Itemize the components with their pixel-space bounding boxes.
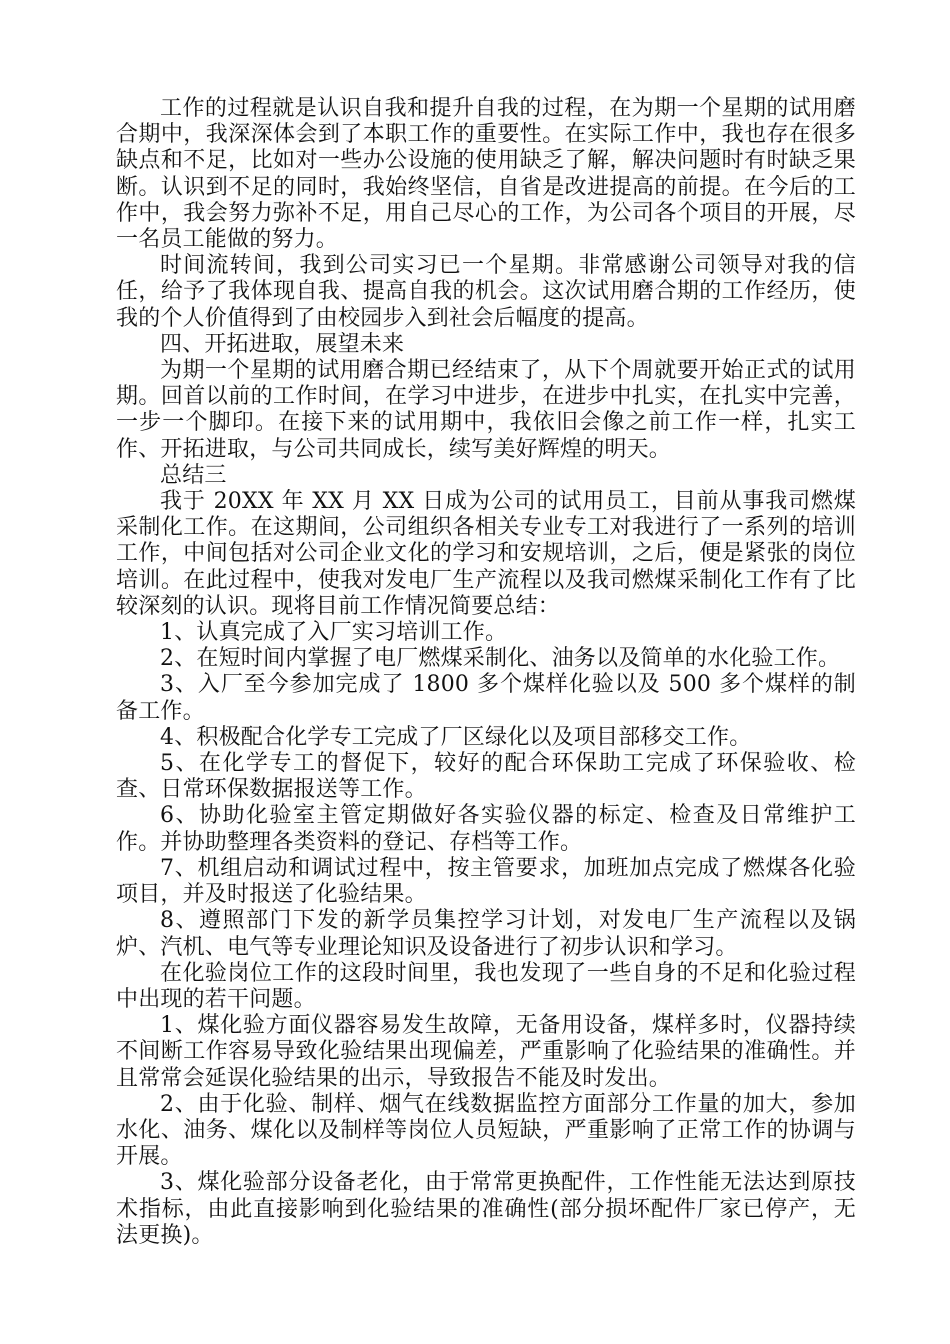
list-item: 7、机组启动和调试过程中，按主管要求，加班加点完成了燃煤各化验项目，并及时报送了化验结果。 bbox=[116, 855, 856, 908]
list-item: 1、煤化验方面仪器容易发生故障，无备用设备，煤样多时，仪器持续不间断工作容易导致化验结果出现偏差，严重影响了化验结果的准确性。并且常常会延误化验结果的出示，导致报告不能及时发出。 bbox=[116, 1013, 856, 1091]
list-item: 5、在化学专工的督促下，较好的配合环保助工完成了环保验收、检查、日常环保数据报送等工作。 bbox=[116, 751, 856, 803]
document-body bbox=[116, 96, 856, 1249]
paragraph-4: 我于 20XX 年 XX 月 XX 日成为公司的试用员工，目前从事我司燃煤采制化工作。在这期间，公司组织各相关专业专工对我进行了一系列的培训工作，中间包括对公司企业文化的学习和安规培训，之后，便是紧张的岗位培训。在此过程中，使我对发电厂生产流程以及我司燃煤采制化工作有了比较深刻的认识。现将目前工作情况简要总结： bbox=[116, 489, 856, 619]
section-heading-summary-3: 总结三 bbox=[160, 462, 227, 488]
paragraph-5: 在化验岗位工作的这段时间里，我也发现了一些自身的不足和化验过程中出现的若干问题。 bbox=[116, 960, 856, 1012]
paragraph-3: 为期一个星期的试用磨合期已经结束了，从下个周就要开始正式的试用期。回首以前的工作时间，在学习中进步，在进步中扎实，在扎实中完善，一步一个脚印。在接下来的试用期中，我依旧会像之前工作一样，扎实工作、开拓进取，与公司共同成长，续写美好辉煌的明天。 bbox=[116, 358, 856, 462]
list-item: 8、遵照部门下发的新学员集控学习计划，对发电厂生产流程以及锅炉、汽机、电气等专业理论知识及设备进行了初步认识和学习。 bbox=[116, 908, 856, 960]
list-item: 2、由于化验、制样、烟气在线数据监控方面部分工作量的加大，参加水化、油务、煤化以及制样等岗位人员短缺，严重影响了正常工作的协调与开展。 bbox=[116, 1091, 856, 1170]
list-item: 3、煤化验部分设备老化，由于常常更换配件，工作性能无法达到原技术指标，由此直接影响到化验结果的准确性(部分损坏配件厂家已停产，无法更换)。 bbox=[116, 1170, 856, 1248]
list-item: 2、在短时间内掌握了电厂燃煤采制化、油务以及简单的水化验工作。 bbox=[160, 646, 841, 672]
list-item: 1、认真完成了入厂实习培训工作。 bbox=[160, 620, 508, 646]
section-heading: 四、开拓进取，展望未来 bbox=[160, 331, 405, 357]
list-item: 4、积极配合化学专工完成了厂区绿化以及项目部移交工作。 bbox=[160, 724, 752, 750]
paragraph-1: 工作的过程就是认识自我和提升自我的过程，在为期一个星期的试用磨合期中，我深深体会到了本职工作的重要性。在实际工作中，我也存在很多缺点和不足，比如对一些办公设施的使用缺乏了解，解决问题时有时缺乏果断。认识到不足的同时，我始终坚信，自省是改进提高的前提。在今后的工作中，我会努力弥补不足，用自己尽心的工作，为公司各个项目的开展，尽一名员工能做的努力。 bbox=[116, 96, 856, 253]
paragraph-2: 时间流转间，我到公司实习已一个星期。非常感谢公司领导对我的信任，给予了我体现自我、提高自我的机会。这次试用磨合期的工作经历，使我的个人价值得到了由校园步入到社会后幅度的提高。 bbox=[116, 253, 856, 331]
list-item: 6、协助化验室主管定期做好各实验仪器的标定、检查及日常维护工作。并协助整理各类资料的登记、存档等工作。 bbox=[116, 803, 856, 855]
list-item: 3、入厂至今参加完成了 1800 多个煤样化验以及 500 多个煤样的制备工作。 bbox=[116, 672, 856, 724]
